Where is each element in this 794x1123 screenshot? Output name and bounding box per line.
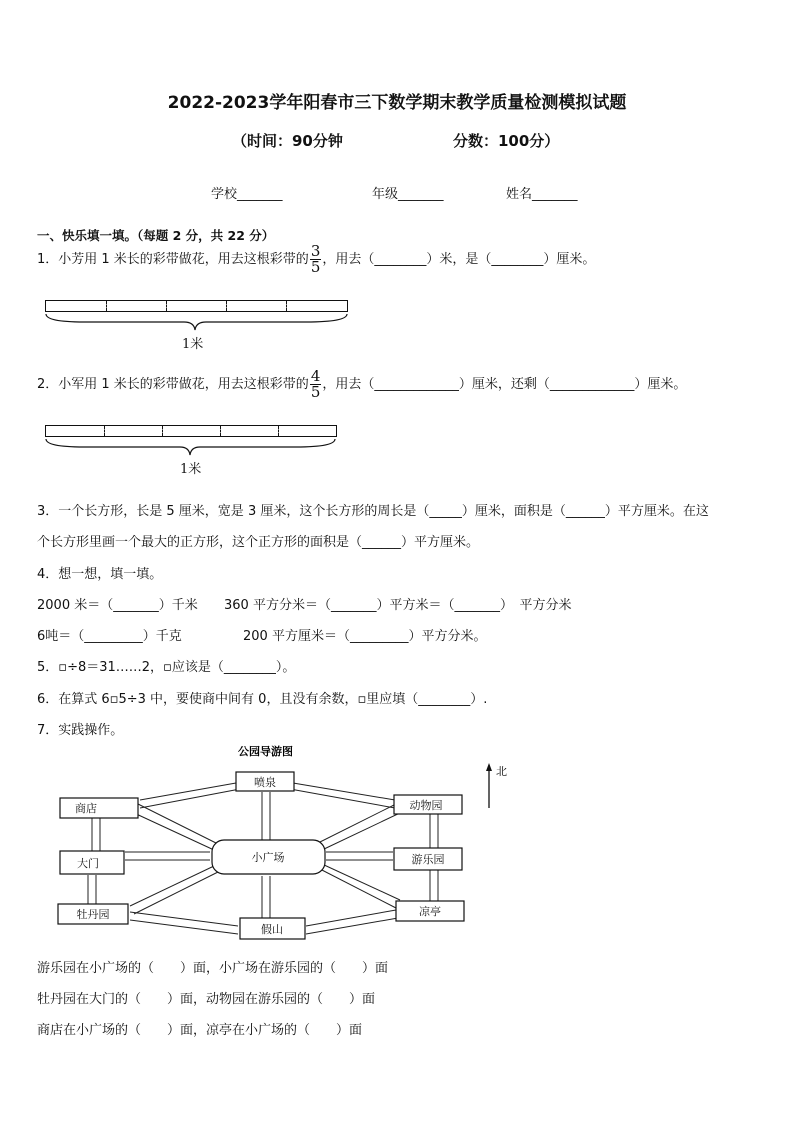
q7-line-2: 牡丹园在大门的（ ）面，动物园在游乐园的（ ）面 bbox=[37, 992, 376, 1007]
q2-text-post: ，用去（_____________）厘米，还剩（_____________）厘米。 bbox=[322, 377, 687, 392]
map-title: 公园导游图 bbox=[238, 745, 293, 758]
q7-line-1: 游乐园在小广场的（ ）面，小广场在游乐园的（ ）面 bbox=[37, 961, 389, 976]
q7-line-3: 商店在小广场的（ ）面，凉亭在小广场的（ ）面 bbox=[37, 1023, 363, 1038]
school-field[interactable]: 学校_______ bbox=[211, 187, 283, 202]
label-peony: 牡丹园 bbox=[76, 908, 110, 921]
name-field[interactable]: 姓名_______ bbox=[506, 187, 578, 202]
label-fountain: 喷泉 bbox=[254, 776, 276, 789]
question-1 bbox=[37, 244, 595, 275]
park-map bbox=[0, 740, 794, 945]
node-shop bbox=[60, 798, 138, 818]
ribbon-diagram-2 bbox=[45, 425, 337, 437]
label-shop: 商店 bbox=[75, 802, 97, 815]
north-arrow-icon bbox=[486, 763, 492, 808]
ribbon-brace-1 bbox=[44, 312, 349, 334]
q4-item-d: 200 平方厘米＝（_________）平方分米。 bbox=[243, 629, 487, 644]
q4-item-c: 6吨＝（_________）千克 bbox=[37, 629, 182, 644]
question-4-heading: 4．想一想，填一填。 bbox=[37, 567, 163, 582]
fraction-4-5: $\frac{4}{5}$ bbox=[310, 367, 321, 401]
q4-item-b: 360 平方分米＝（_______）平方米＝（_______） 平方分米 bbox=[224, 598, 572, 613]
grade-field[interactable]: 年级_______ bbox=[372, 187, 444, 202]
exam-score: 分数：100分） bbox=[453, 132, 560, 150]
ribbon-brace-2 bbox=[44, 437, 338, 459]
label-amusement: 游乐园 bbox=[411, 853, 445, 866]
label-gate: 大门 bbox=[77, 857, 99, 870]
ribbon-label-1: 1米 bbox=[182, 337, 204, 352]
fraction-3-5: $\frac{3}{5}$ bbox=[310, 242, 321, 276]
page-title: 2022-2023学年阳春市三下数学期末教学质量检测模拟试题 bbox=[167, 93, 627, 113]
q1-text-post: ，用去（________）米，是（________）厘米。 bbox=[322, 252, 596, 267]
ribbon-diagram-1 bbox=[45, 300, 348, 312]
label-rockery: 假山 bbox=[261, 923, 283, 936]
ribbon-label-2: 1米 bbox=[180, 462, 202, 477]
exam-time: （时间：90分钟 bbox=[232, 132, 343, 150]
q2-text-pre: 2．小军用 1 米长的彩带做花，用去这根彩带的 bbox=[37, 377, 309, 392]
section-heading: 一、快乐填一填。（每题 2 分，共 22 分） bbox=[37, 228, 275, 243]
question-2 bbox=[37, 369, 686, 400]
question-5: 5．▫÷8＝31……2，▫应该是（________）。 bbox=[37, 660, 296, 675]
question-3-line-1: 3．一个长方形，长是 5 厘米，宽是 3 厘米，这个长方形的周长是（_____）厘米，面积是（______）平方厘米。在这 bbox=[37, 504, 709, 519]
question-7-heading: 7．实践操作。 bbox=[37, 723, 124, 738]
question-3-line-2: 个长方形里画一个最大的正方形，这个正方形的面积是（______）平方厘米。 bbox=[37, 535, 480, 550]
label-zoo: 动物园 bbox=[409, 799, 443, 812]
label-pavilion: 凉亭 bbox=[419, 905, 441, 918]
question-6: 6．在算式 6▫5÷3 中，要使商中间有 0，且没有余数，▫里应填（________）. bbox=[37, 692, 488, 707]
q1-text-pre: 1．小芳用 1 米长的彩带做花，用去这根彩带的 bbox=[37, 252, 309, 267]
north-label: 北 bbox=[496, 765, 507, 778]
label-plaza: 小广场 bbox=[251, 851, 285, 864]
q4-item-a: 2000 米＝（_______）千米 bbox=[37, 598, 198, 613]
